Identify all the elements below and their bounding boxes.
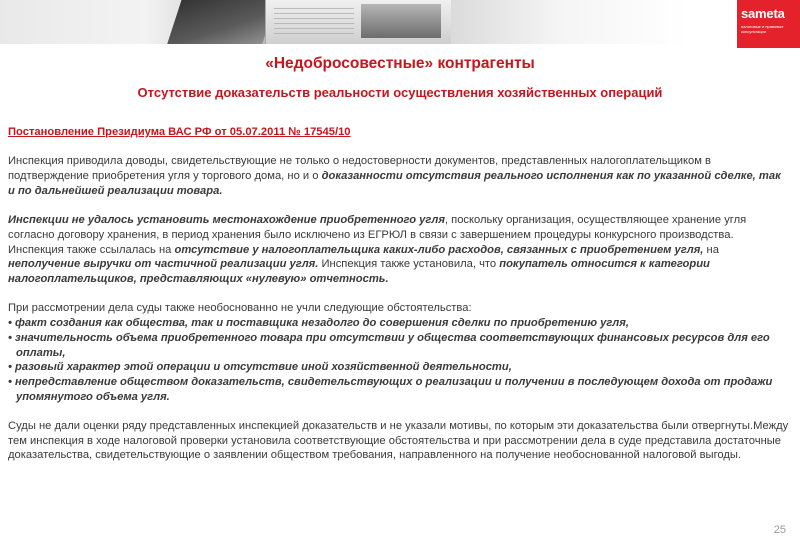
document-lines <box>274 8 354 38</box>
page-title: «Недобросовестные» контрагенты <box>265 55 535 72</box>
page-subtitle: Отсутствие доказательств реальности осуществления хозяйственных операций <box>137 85 663 100</box>
banner-photo-person <box>165 0 279 44</box>
p3-text-2: на <box>703 243 719 256</box>
bullet-text: разовый характер этой операции и отсутствие иной хозяйственной деятельности, <box>15 361 512 374</box>
paragraph-2 <box>8 213 790 242</box>
p3-emphasis-2: неполучение выручки от частичной реализации угля. <box>8 258 319 271</box>
bullet-item: • факт создания как общества, так и поставщика незадолго до совершения сделки по приобретению угля, <box>8 317 629 330</box>
company-logo <box>737 0 800 48</box>
p1-text: Инспекция приводила доводы, свидетельствующие не только о недостоверности документов, представленных налогоплательщиком в подтверждение приобретения угля у торгового дома, но и о <box>8 155 712 183</box>
bullet-text: непредставление обществом доказательств, свидетельствующих о реализации и получении в последующем дохода от продажи упомянутого объема угля. <box>15 375 773 403</box>
bullet-item: • значительность объема приобретенного товара при отсутствии у общества соответствующих финансовых ресурсов для его оплаты, <box>8 331 770 359</box>
p3-text-1: Инспекция также ссылалась на <box>8 243 175 256</box>
p2-text: , поскольку организация, осуществляющее хранение угля согласно договору хранения, в период хранения было исключено из ЕГРЮЛ в связи с завершением процедуры конкурсного производства. <box>8 214 747 241</box>
court-reference: Постановление Президиума ВАС РФ от 05.07.2011 № 17545/10 <box>8 126 351 138</box>
slide-content <box>8 125 790 463</box>
paragraph-3 <box>8 243 790 287</box>
p1-emphasis: доказанности отсутствия реального исполнения как по указанной сделке, так и по дальнейшей реализации товара. <box>8 170 781 197</box>
document-image <box>361 4 441 38</box>
paragraph-5: Суды не дали оценки ряду представленных инспекцией доказательств и не указали мотивы, по которым эти доказательства были отвергнуты.Между тем инспекция в ходе налоговой проверки установила соответствующие обстоятельства и при рассмотрении дела в суде представила достаточные доказательства, свидетельствующие о заявлении обществом требования, направленного на получение необоснованной налоговой выгоды. <box>8 420 789 462</box>
p2-emphasis: Инспекции не удалось установить местонахождение приобретенного угля <box>8 214 445 227</box>
logo-tagline: налоговые и правовые консультации <box>741 24 784 34</box>
page-number: 25 <box>773 524 786 536</box>
bullet-item: • непредставление обществом доказательств, свидетельствующих о реализации и получении в последующем дохода от продажи упомянутого объема угля. <box>8 375 773 403</box>
p3-text-3: Инспекция также установила, что <box>318 258 500 271</box>
header-banner <box>0 0 800 44</box>
paragraph-1 <box>8 154 790 198</box>
bullet-text: факт создания как общества, так и поставщика незадолго до совершения сделки по приобретению угля, <box>15 317 629 330</box>
p3-emphasis-3: покупатель относится к категории налогоплательщиков, представляющих «нулевую» отчетность. <box>8 258 710 285</box>
bullet-text: значительность объема приобретенного товара при отсутствии у общества соответствующих финансовых ресурсов для его оплаты, <box>15 331 770 359</box>
p3-emphasis-1: отсутствие у налогоплательщика каких-либо расходов, связанных с приобретением угля, <box>174 243 704 256</box>
paragraph-4-intro: При рассмотрении дела суды также необоснованно не учли следующие обстоятельства: <box>8 302 472 315</box>
logo-text: sameta <box>741 6 785 21</box>
banner-photo-document <box>265 0 451 44</box>
bullet-item: • разовый характер этой операции и отсутствие иной хозяйственной деятельности, <box>8 361 512 374</box>
